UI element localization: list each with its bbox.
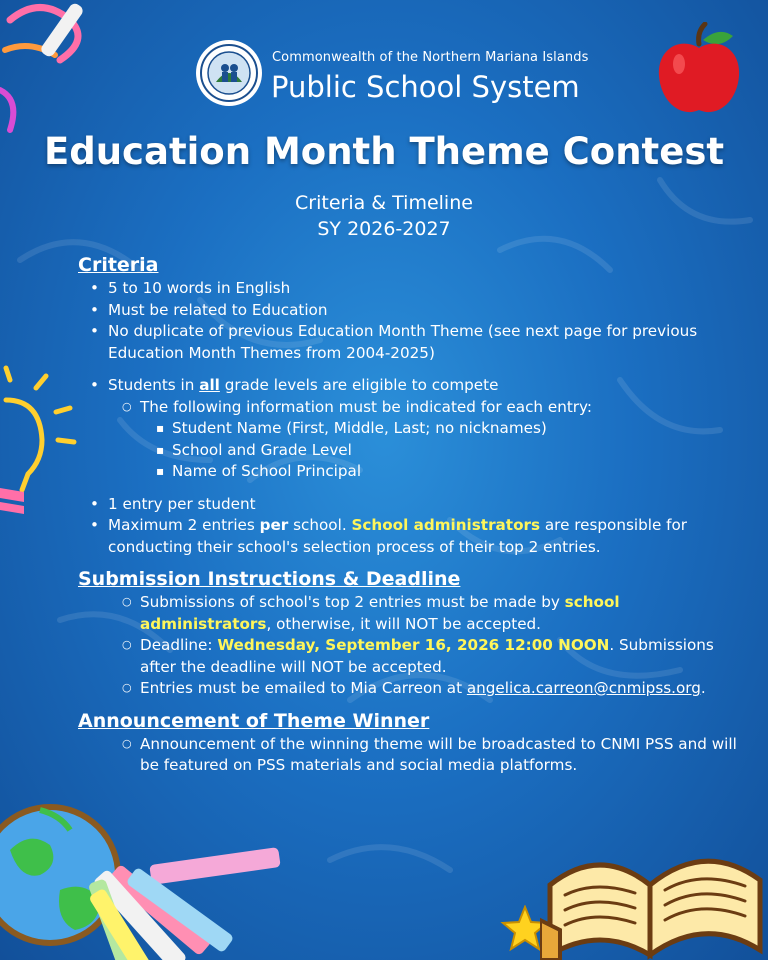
list-item <box>78 592 738 635</box>
list-item: ▪ Student Name (First, Middle, Last; no nicknames) <box>78 418 738 440</box>
subtitle-line-2: SY 2026-2027 <box>317 218 451 240</box>
org-name: Public School System <box>271 70 580 104</box>
text-segment: . <box>700 679 706 697</box>
submission-list <box>78 592 738 700</box>
text-segment: Wednesday, September 16, 2026 12:00 NOON <box>217 636 610 654</box>
text-segment: grade levels are eligible to compete <box>219 376 499 394</box>
text-segment: School administrators <box>351 516 541 534</box>
text-segment: Deadline: <box>140 636 218 654</box>
list-item <box>78 635 738 678</box>
text-segment: , otherwise, it will NOT be accepted. <box>266 614 542 633</box>
list-item: • 1 entry per student <box>78 494 738 516</box>
criteria-list <box>78 278 738 364</box>
chalk-icon <box>60 840 300 960</box>
text-segment: Entries must be emailed to Mia Carreon at <box>140 679 467 697</box>
list-item <box>78 515 738 558</box>
text-segment: are responsible for conducting their school's selection process of their top 2 entries. <box>108 516 688 556</box>
announcement-list <box>78 734 738 777</box>
submission-heading: Submission Instructions & Deadline <box>78 568 461 590</box>
text-segment: per <box>259 516 289 534</box>
announcement-heading: Announcement of Theme Winner <box>78 709 430 732</box>
list-item: ○ Announcement of the winning theme will be broadcasted to CNMI PSS and will be featured on PSS materials and social media platforms. <box>78 734 738 777</box>
email-link[interactable]: angelica.carreon@cnmipss.org <box>466 679 701 697</box>
criteria-heading: Criteria <box>78 254 159 276</box>
subtitle <box>0 190 768 242</box>
apple-icon <box>655 22 745 118</box>
text-segment: all <box>199 376 220 394</box>
list-item <box>78 678 738 700</box>
entry-list <box>78 494 738 559</box>
eligibility-list <box>78 375 738 483</box>
text-segment: . Submissions after the deadline will NOT be accepted. <box>140 636 714 676</box>
content <box>78 252 738 777</box>
subtitle-line-1: Criteria & Timeline <box>295 192 473 214</box>
text-segment: school administrators <box>140 593 620 633</box>
pss-seal-icon <box>194 38 264 108</box>
text-segment: Students in <box>108 376 200 394</box>
list-item: • No duplicate of previous Education Month Theme (see next page for previous Education Month Themes from 2004-2025) <box>78 321 738 364</box>
list-item: ▪ School and Grade Level <box>78 440 738 462</box>
book-icon <box>540 825 768 960</box>
list-item: ○ The following information must be indicated for each entry: <box>78 397 738 419</box>
lightbulb-icon <box>0 360 80 520</box>
org-line: Commonwealth of the Northern Mariana Islands <box>272 50 589 65</box>
crayon-icon <box>0 0 120 140</box>
text-segment: Maximum 2 entries <box>108 516 260 534</box>
text-segment: Submissions of school's top 2 entries must be made by <box>140 593 565 611</box>
list-item: • 5 to 10 words in English <box>78 278 738 300</box>
list-item: ▪ Name of School Principal <box>78 461 738 483</box>
list-item: • Must be related to Education <box>78 300 738 322</box>
text-segment: school. <box>288 516 352 534</box>
page-title: Education Month Theme Contest <box>43 130 725 173</box>
list-item <box>78 375 738 397</box>
